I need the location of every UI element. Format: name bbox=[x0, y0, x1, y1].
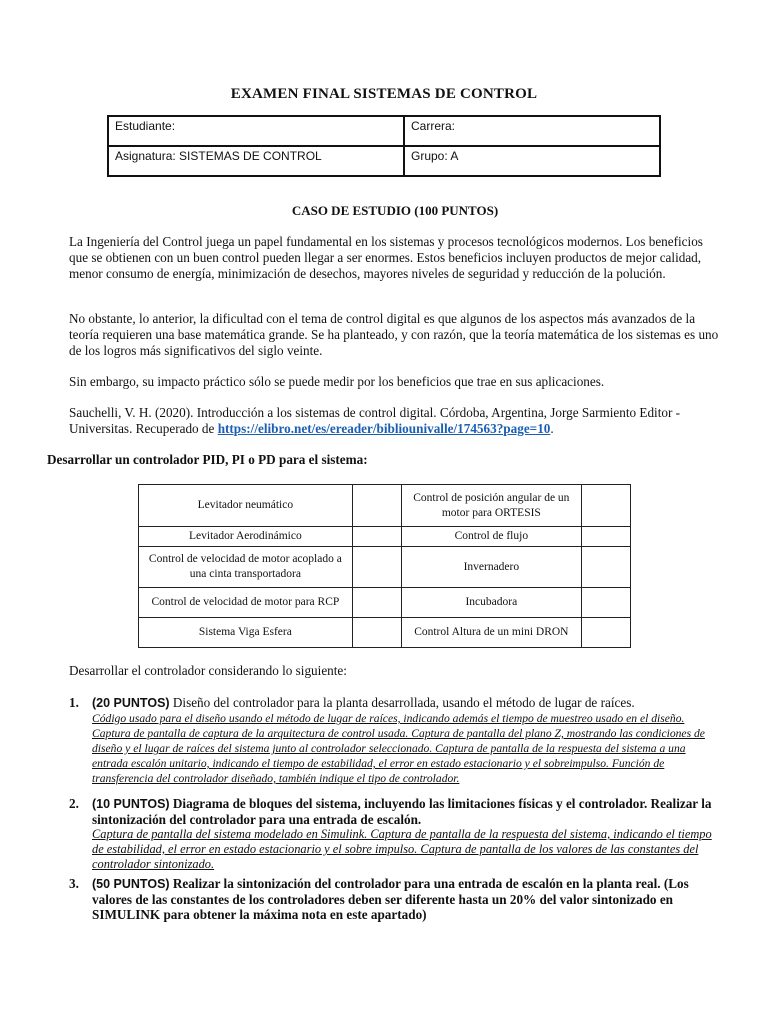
item-text: Diagrama de bloques del sistema, incluyendo las limitaciones físicas y el controlador. Realizar la sintonización del controlador para una entrada de escalón. bbox=[92, 796, 712, 827]
case-study-title: CASO DE ESTUDIO (100 PUNTOS) bbox=[291, 203, 499, 218]
group-field: Grupo: A bbox=[404, 146, 660, 176]
career-field[interactable]: Carrera: bbox=[404, 116, 660, 146]
page-title: EXAMEN FINAL SISTEMAS DE CONTROL bbox=[230, 86, 538, 102]
item-details: Código usado para el diseño usando el método de lugar de raíces, indicando además el tiempo de muestreo usado en el diseño. Captura de pantalla de captura de la arquitectura de control usada. Captura de pantalla del plano Z, mostrando las condiciones de diseño y el lugar de raíces del sistema junto al controlador seleccionado. Captura de pantalla de la respuesta del sistema a una entrada escalón unitario, indicando el tiempo de estabilidad, el error en estado estacionario y el sobreimpulso. Función de transferencia del controlador diseñado, también indique el tipo de controlador. bbox=[92, 712, 705, 785]
reference-end: . bbox=[550, 421, 554, 436]
list-item bbox=[69, 695, 719, 786]
system-option: Incubadora bbox=[401, 588, 581, 618]
develop-title: Desarrollar un controlador PID, PI o PD para el sistema: bbox=[47, 452, 368, 467]
selection-cell[interactable] bbox=[581, 547, 630, 588]
selection-cell[interactable] bbox=[581, 527, 630, 547]
system-option: Control de velocidad de motor para RCP bbox=[139, 588, 353, 618]
selection-cell[interactable] bbox=[581, 588, 630, 618]
item-number: 3. bbox=[69, 876, 79, 891]
selection-cell[interactable] bbox=[352, 527, 401, 547]
table-row bbox=[139, 527, 631, 547]
selection-cell[interactable] bbox=[581, 485, 630, 527]
system-option: Levitador neumático bbox=[139, 485, 353, 527]
item-number: 1. bbox=[69, 695, 79, 710]
paragraph-impact: Sin embargo, su impacto práctico sólo se puede medir por los beneficios que trae en sus aplicaciones. bbox=[69, 374, 605, 389]
subject-field: Asignatura: SISTEMAS DE CONTROL bbox=[108, 146, 404, 176]
item-details: Captura de pantalla del sistema modelado en Simulink. Captura de pantalla de la respuesta del sistema, indicando el tiempo de estabilidad, el error en estado estacionario y el sobre impulso. Captura de pantalla de los valores de las constantes del controlador sintonizado. bbox=[92, 827, 712, 871]
selection-cell[interactable] bbox=[581, 618, 630, 648]
student-field[interactable]: Estudiante: bbox=[108, 116, 404, 146]
selection-cell[interactable] bbox=[352, 485, 401, 527]
item-points: (20 PUNTOS) bbox=[92, 696, 170, 710]
paragraph-intro: La Ingeniería del Control juega un papel fundamental en los sistemas y procesos tecnológicos modernos. Los beneficios que se obtienen con un buen control pueden llegar a ser enormes. Estos beneficios incluyen productos de mejor calidad, menor consumo de energía, minimización de desechos, mayores niveles de seguridad y reducción de la polución. bbox=[69, 234, 703, 281]
table-row bbox=[139, 485, 631, 527]
selection-cell[interactable] bbox=[352, 618, 401, 648]
table-row bbox=[139, 588, 631, 618]
paragraph-difficulty: No obstante, lo anterior, la dificultad con el tema de control digital es que algunos de los aspectos más avanzados de la teoría requieren una base matemática grande. Se ha planteado, y con razón, que la teoría matemática de los sistemas es uno de los logros más significativos del siglo veinte. bbox=[69, 311, 719, 358]
system-option: Control de flujo bbox=[401, 527, 581, 547]
selection-cell[interactable] bbox=[352, 588, 401, 618]
requirements-title: Desarrollar el controlador considerando lo siguiente: bbox=[69, 663, 347, 678]
system-option: Control de posición angular de un motor para ORTESIS bbox=[401, 485, 581, 527]
list-item bbox=[69, 876, 719, 922]
reference-link[interactable]: https://elibro.net/es/ereader/bibliounivalle/174563?page=10 bbox=[217, 421, 551, 436]
student-info-table bbox=[107, 115, 661, 177]
item-number: 2. bbox=[69, 796, 79, 811]
system-option: Invernadero bbox=[401, 547, 581, 588]
item-text: Realizar la sintonización del controlador para una entrada de escalón en la planta real. (Los valores de las constantes de los controladores deben ser diferente hasta un 20% del valor sintonizado en SIMULINK para obtener la máxima nota en este apartado) bbox=[92, 876, 689, 922]
item-text: Diseño del controlador para la planta desarrollada, usando el método de lugar de raíces. bbox=[169, 695, 635, 710]
systems-table bbox=[138, 484, 631, 648]
table-row bbox=[139, 618, 631, 648]
item-points: (50 PUNTOS) bbox=[92, 877, 170, 891]
reference-text: Sauchelli, V. H. (2020). Introducción a los sistemas de control digital. Córdoba, Argentina, Jorge Sarmiento Editor - Universitas. Recuperado de bbox=[69, 405, 681, 436]
system-option: Sistema Viga Esfera bbox=[139, 618, 353, 648]
selection-cell[interactable] bbox=[352, 547, 401, 588]
system-option: Control Altura de un mini DRON bbox=[401, 618, 581, 648]
system-option: Levitador Aerodinámico bbox=[139, 527, 353, 547]
table-row bbox=[139, 547, 631, 588]
list-item bbox=[69, 796, 719, 872]
item-points: (10 PUNTOS) bbox=[92, 797, 170, 811]
system-option: Control de velocidad de motor acoplado a una cinta transportadora bbox=[139, 547, 353, 588]
paragraph-reference bbox=[69, 405, 719, 437]
